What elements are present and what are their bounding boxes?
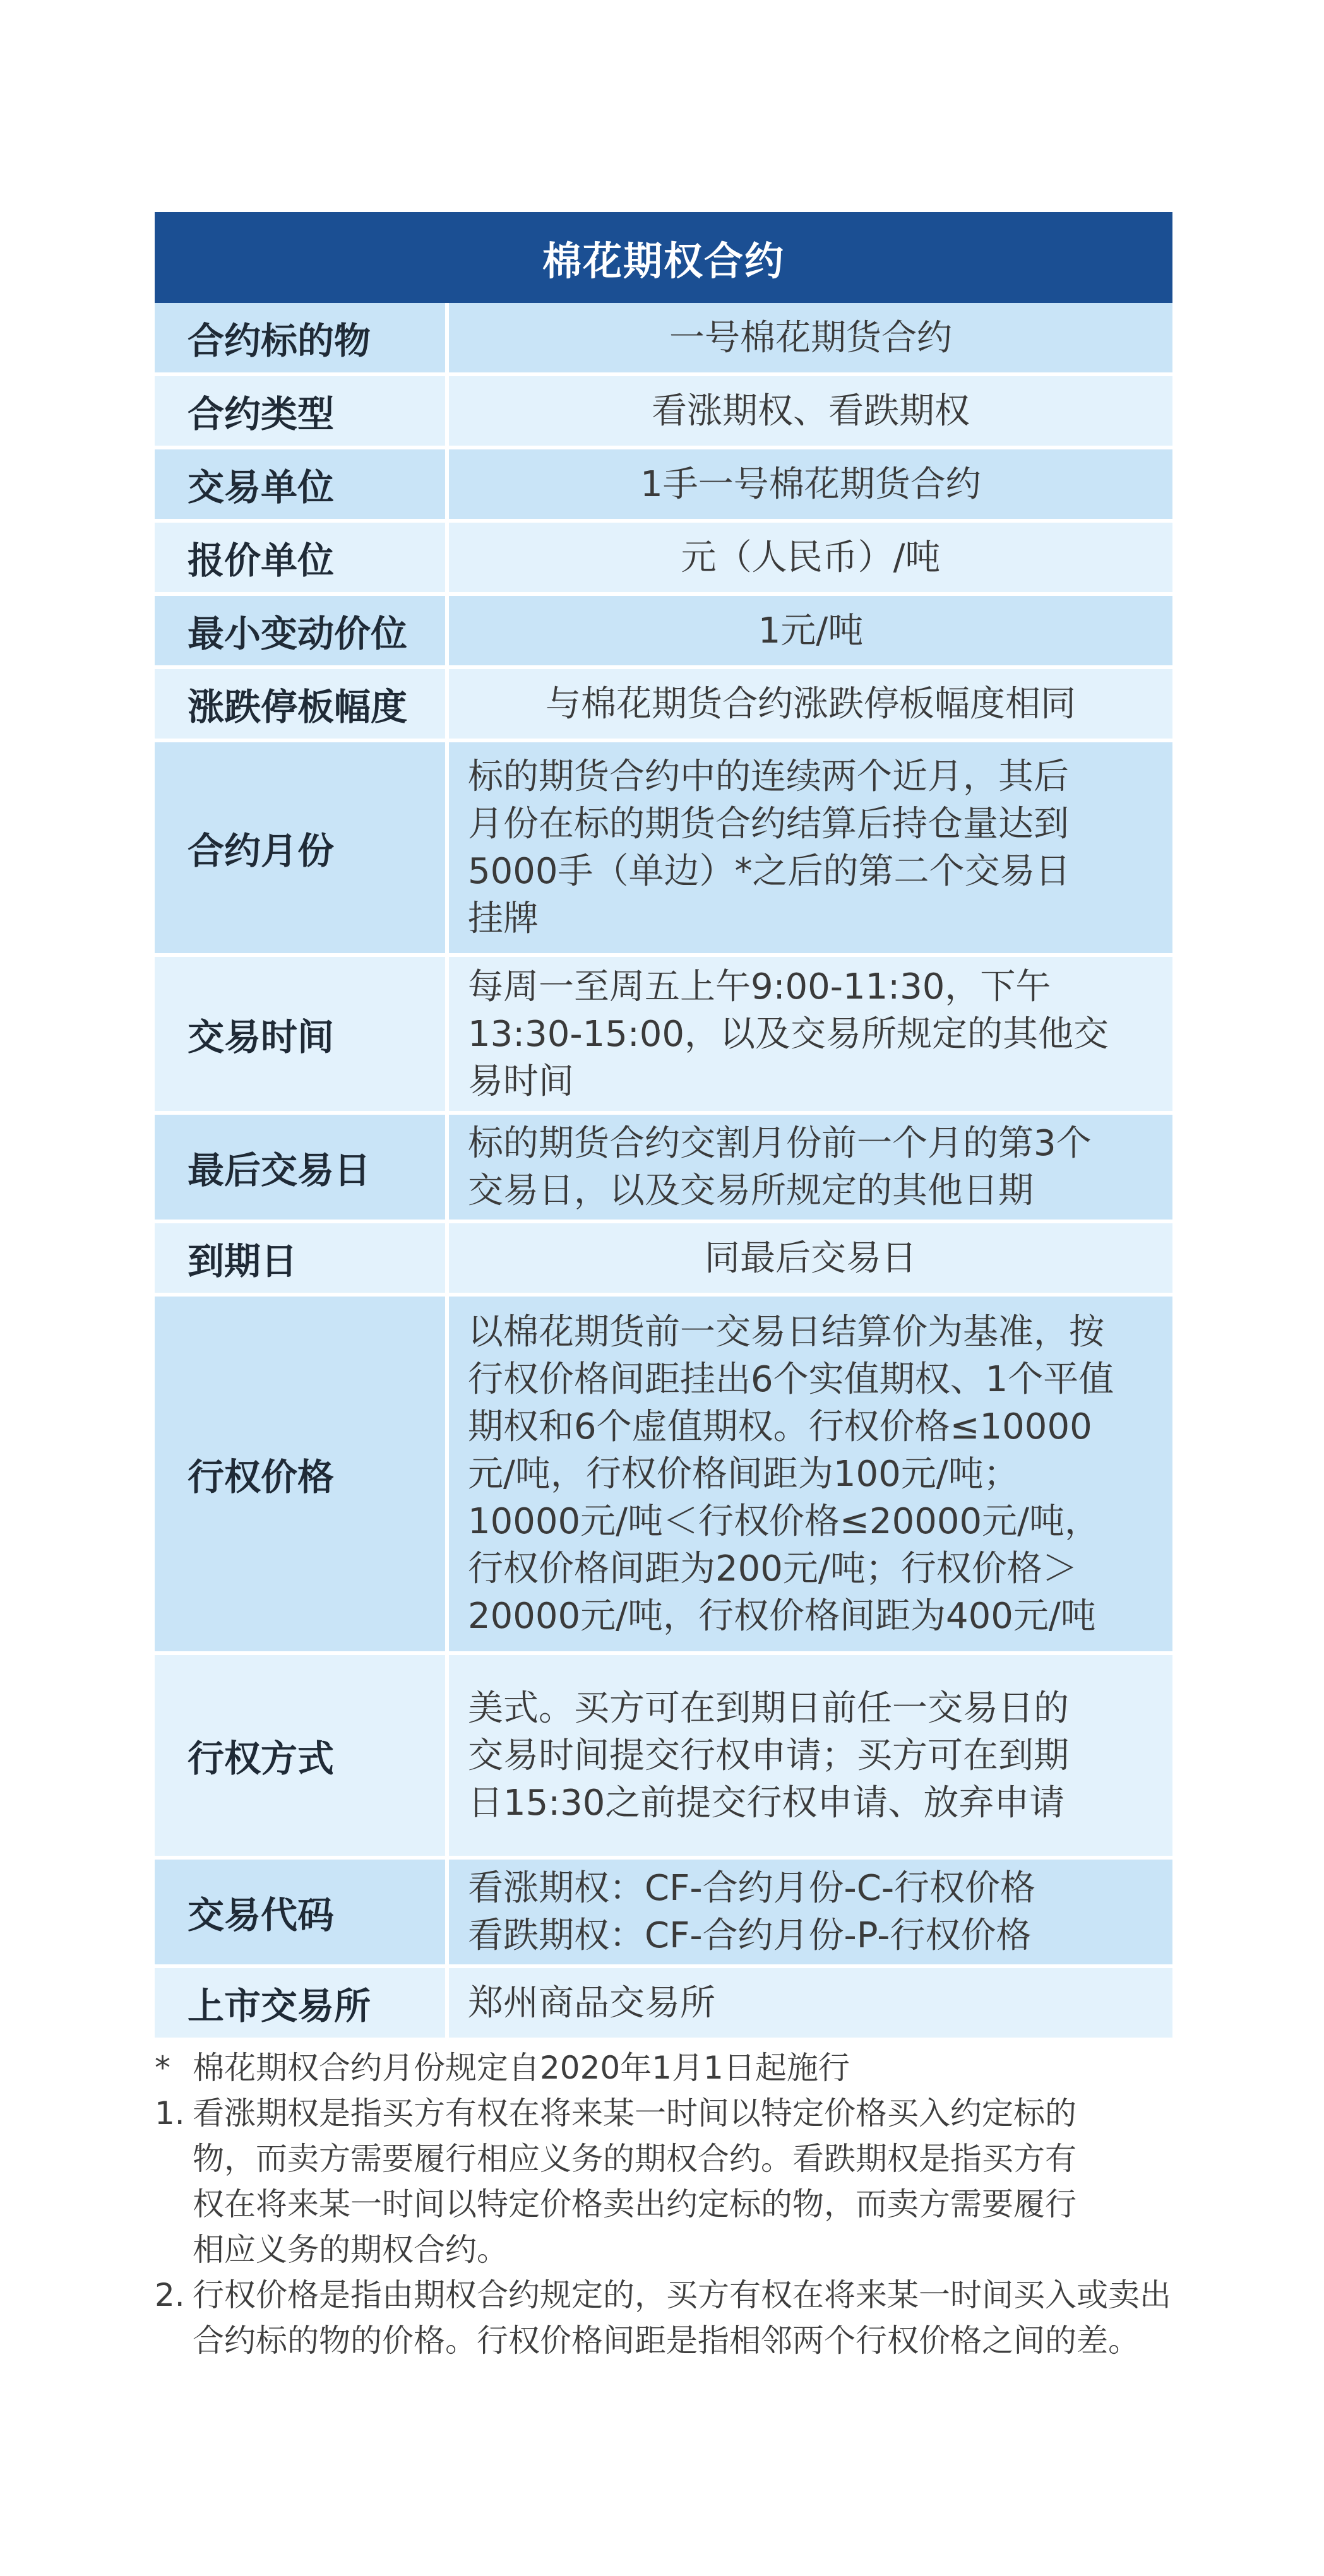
row-value: 看涨期权、看跌期权 [449,376,1172,446]
row-label: 上市交易所 [155,1968,449,2038]
table-row-trading-hours [155,953,1172,1111]
table-row-quote-unit [155,519,1172,592]
row-value: 元（人民币）/吨 [449,523,1172,592]
row-label: 涨跌停板幅度 [155,669,449,739]
footnote-mark: * [155,2050,170,2086]
table-row-last-trading-day [155,1111,1172,1220]
table-title: 棉花期权合约 [155,212,1172,303]
footnote-mark: 1. [155,2095,185,2132]
row-value: 与棉花期货合约涨跌停板幅度相同 [449,669,1172,739]
contract-table [155,212,1172,2038]
row-label: 交易代码 [155,1860,449,1964]
row-label: 合约标的物 [155,303,449,372]
row-label: 行权方式 [155,1655,449,1856]
row-value: 每周一至周五上午9:00-11:30，下午 13:30-15:00，以及交易所规定的其他交 易时间 [449,957,1172,1111]
row-value: 同最后交易日 [449,1223,1172,1293]
row-value: 以棉花期货前一交易日结算价为基准，按 行权价格间距挂出6个实值期权、1个平值 期权和6个虚值期权。行权价格≤10000 元/吨，行权价格间距为100元/吨； 10000元/吨＜行权价格≤20000元/吨， 行权价格间距为200元/吨；行权价格＞ 20000元/吨，行权价格间距为400元/吨 [449,1297,1172,1651]
row-label: 合约月份 [155,742,449,953]
table-row-exercise-style [155,1651,1172,1856]
table-row-expiration [155,1220,1172,1293]
footnote-item: 2. 行权价格是指由期权合约规定的，买方有权在将来某一时间买入或卖出 合约标的物的价格。行权价格间距是指相邻两个行权价格之间的差。 [155,2272,1196,2363]
table-row-type [155,372,1172,446]
table-row-underlying [155,303,1172,372]
row-label: 行权价格 [155,1297,449,1651]
footnote-item: * 棉花期权合约月份规定自2020年1月1日起施行 [155,2045,1196,2091]
row-value: 美式。买方可在到期日前任一交易日的 交易时间提交行权申请；买方可在到期 日15:30之前提交行权申请、放弃申请 [449,1655,1172,1856]
row-label: 交易时间 [155,957,449,1111]
table-row-tick-size [155,592,1172,665]
footnotes [155,2045,1196,2363]
table-row-strike-price [155,1293,1172,1651]
row-value: 郑州商品交易所 [449,1968,1172,2038]
row-label: 交易单位 [155,449,449,519]
footnote-item: 1. 看涨期权是指买方有权在将来某一时间以特定价格买入约定标的 物，而卖方需要履行相应义务的期权合约。看跌期权是指买方有 权在将来某一时间以特定价格卖出约定标的物，而卖方需要履行 相应义务的期权合约。 [155,2091,1196,2272]
row-value: 标的期货合约中的连续两个近月，其后 月份在标的期货合约结算后持仓量达到 5000手（单边）*之后的第二个交易日 挂牌 [449,742,1172,953]
table-row-ticker [155,1856,1172,1964]
row-label: 最小变动价位 [155,596,449,665]
row-value: 标的期货合约交割月份前一个月的第3个 交易日，以及交易所规定的其他日期 [449,1115,1172,1220]
row-value: 看涨期权：CF-合约月份-C-行权价格 看跌期权：CF-合约月份-P-行权价格 [449,1860,1172,1964]
row-value: 1手一号棉花期货合约 [449,449,1172,519]
table-row-exchange [155,1964,1172,2038]
row-value: 1元/吨 [449,596,1172,665]
row-label: 到期日 [155,1223,449,1293]
table-row-unit [155,446,1172,519]
row-label: 最后交易日 [155,1115,449,1220]
table-row-price-limit [155,665,1172,739]
row-label: 合约类型 [155,376,449,446]
table-row-contract-months [155,739,1172,953]
row-label: 报价单位 [155,523,449,592]
footnote-mark: 2. [155,2277,185,2313]
row-value: 一号棉花期货合约 [449,303,1172,372]
